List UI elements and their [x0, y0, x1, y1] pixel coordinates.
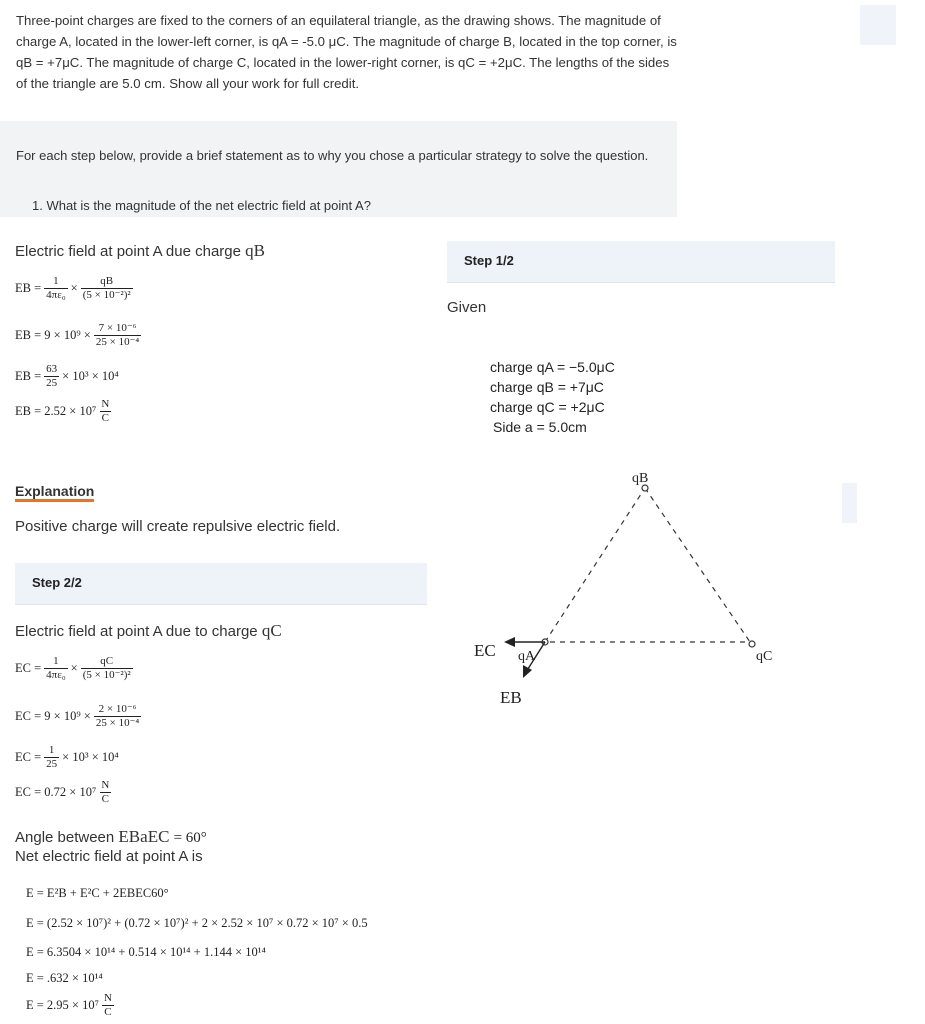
label-qB: qB — [632, 471, 649, 486]
angle-line: Angle between EBaEC = 60° — [15, 827, 207, 846]
given-side: Side a = 5.0cm — [493, 419, 587, 435]
step1-eq3: EB = $\frac{63}{25}$ × 10³ × 10⁴ — [15, 363, 119, 389]
step1-heading: Electric field at point A due charge qB — [15, 241, 265, 260]
arrow-EB-head — [523, 665, 532, 678]
side-BC — [645, 488, 750, 642]
given-qB: charge qB = +7μC — [490, 379, 604, 395]
step2-eq3: EC = $\frac{1}{25}$ × 10³ × 10⁴ — [15, 744, 119, 770]
step2-eq4: EC = 0.72 × 10⁷ $\frac{N}{C}$ — [15, 779, 110, 805]
formula-2: E = (2.52 × 10⁷)² + (0.72 × 10⁷)² + 2 × 2.52 × 10⁷ × 0.72 × 10⁷ × 0.5 — [26, 916, 368, 930]
step1-eq1: EB = $\frac{1}{\text{4πε₀}}$ × $\frac{qB}{\text{(5 × 10⁻²)²}}$ — [15, 275, 131, 301]
formula-1: E = E²B + E²C + 2EBEC60° — [26, 886, 169, 900]
question-item: 1. What is the magnitude of the net electric field at point A? — [32, 198, 371, 213]
question-intro: For each step below, provide a brief statement as to why you chose a particular strategy to solve the question. — [16, 148, 649, 163]
explanation-text: Positive charge will create repulsive electric field. — [15, 518, 341, 535]
step2-label: Step 2/2 — [32, 575, 82, 590]
problem-statement: Three-point charges are fixed to the corners of an equilateral triangle, as the drawing shows. The magnitude of charge A, located in the lower-left corner, is qA = -5.0 μC. The magnitude of charge B, located in the top corner, is qB = +7μC. The magnitude of charge C, located in the lower-right corner, is qC = +2μC. The lengths of the sides of the triangle are 5.0 cm. Show all your work for full credit. — [16, 13, 677, 91]
given-list — [490, 357, 615, 437]
side-panel-box-mid — [842, 483, 857, 523]
step1-eq2: EB = 9 × 10⁹ × $\frac{\text{7 × 10⁻⁶}}{\text{25 × 10⁻⁴}}$ — [15, 322, 140, 348]
step1-label: Step 1/2 — [464, 253, 514, 268]
formula-5: E = 2.95 × 10⁷ $\frac{N}{C}$ — [26, 992, 112, 1018]
side-panel-box-top — [860, 5, 896, 45]
label-qC: qC — [756, 649, 773, 664]
label-EC: EC — [474, 641, 496, 660]
formula-4: E = .632 × 10¹⁴ — [26, 971, 103, 985]
side-AB — [545, 488, 645, 642]
formula-3: E = 6.3504 × 10¹⁴ + 0.514 × 10¹⁴ + 1.144 × 10¹⁴ — [26, 945, 266, 959]
step2-label-box — [15, 563, 427, 605]
step1-eq4: EB = 2.52 × 10⁷ $\frac{N}{C}$ — [15, 398, 110, 424]
label-qA: qA — [518, 649, 536, 664]
given-qA: charge qA = −5.0μC — [490, 359, 615, 375]
step2-heading: Electric field at point A due to charge qC — [15, 621, 282, 640]
arrow-EC-head — [504, 637, 515, 647]
charge-C-dot — [749, 641, 755, 647]
net-field-text: Net electric field at point A is — [15, 848, 203, 865]
explanation-title: Explanation — [15, 483, 94, 502]
given-qC: charge qC = +2μC — [490, 399, 605, 415]
step2-eq2: EC = 9 × 10⁹ × $\frac{\text{2 × 10⁻⁶}}{\text{25 × 10⁻⁴}}$ — [15, 703, 140, 729]
triangle-diagram — [460, 460, 800, 720]
given-title: Given — [447, 299, 487, 316]
step1-label-box — [447, 241, 835, 283]
step2-eq1: EC = $\frac{1}{\text{4πε₀}}$ × $\frac{qC}{\text{(5 × 10⁻²)²}}$ — [15, 655, 131, 681]
label-EB: EB — [500, 688, 522, 707]
